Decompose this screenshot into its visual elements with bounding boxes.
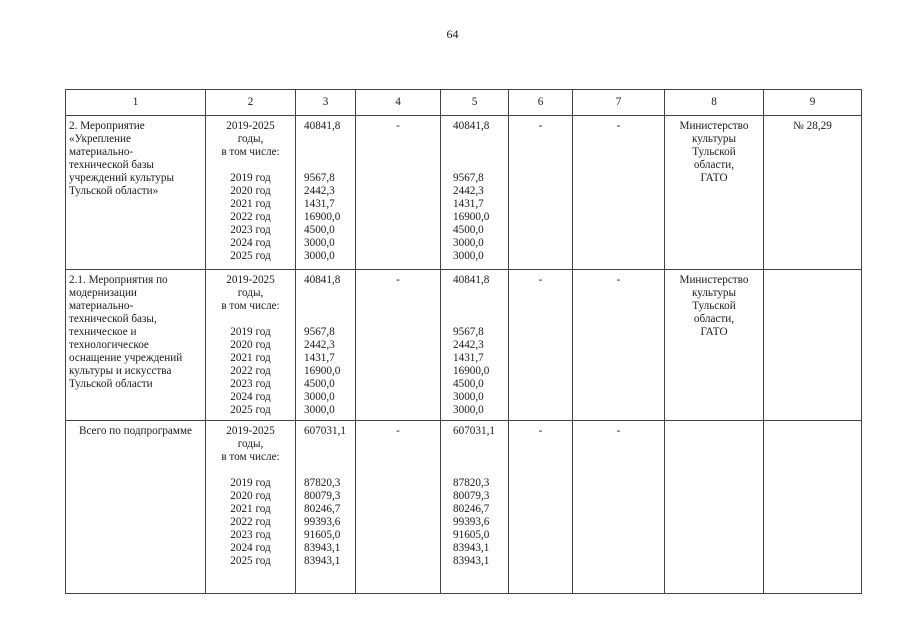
funding-total: 607031,1 [304,425,346,437]
activity-name-line: модернизации [69,287,137,299]
local-budget-cell [509,421,573,594]
other-sources-value: - [616,120,621,132]
regional-budget-year-value: 2442,3 [453,339,484,351]
activity-name-line: культуры и искусства [69,365,172,377]
local-budget-cell [509,270,573,421]
table-body [66,116,862,594]
year-label: 2024 год [230,237,271,249]
regional-budget-cell [441,116,509,270]
regional-budget-year-value: 3000,0 [453,237,484,249]
regional-budget-cell [441,270,509,421]
column-header-4: 4 [356,90,441,116]
funding-year-value: 3000,0 [304,237,335,249]
activity-name-line: материально- [69,146,134,158]
year-label: 2020 год [230,185,271,197]
funding-year-value: 9567,8 [304,326,335,338]
federal-budget-cell [356,270,441,421]
federal-budget-value: - [396,120,400,132]
year-label: 2019 год [230,477,271,489]
header-row [66,90,862,116]
funding-year-value: 83943,1 [304,542,341,554]
program-table [65,89,862,594]
year-label: 2019 год [230,172,271,184]
funding-year-value: 2442,3 [304,185,335,197]
column-header-8: 8 [665,90,764,116]
activity-name [66,270,206,421]
regional-budget-total: 40841,8 [453,274,490,286]
period-cell [206,270,296,421]
local-budget-value: - [538,120,543,132]
federal-budget-cell [356,421,441,594]
period-line: годы, [237,287,264,299]
regional-budget-year-value: 4500,0 [453,224,484,236]
responsible-executor-cell [665,116,764,270]
funding-year-value: 3000,0 [304,391,335,403]
other-sources-value: - [616,425,621,437]
regional-budget-total: 40841,8 [453,120,490,132]
local-budget-cell [509,116,573,270]
funding-year-value: 9567,8 [304,172,335,184]
funding-year-value: 16900,0 [304,365,341,377]
year-label: 2022 год [230,365,271,377]
other-sources-cell [573,116,665,270]
activity-name-line: учреждений культуры [69,172,175,184]
local-budget-value: - [538,425,543,437]
regional-budget-year-value: 16900,0 [453,211,490,223]
regional-budget-year-value: 91605,0 [453,529,490,541]
funding-year-value: 4500,0 [304,224,335,236]
activity-name-line: техническое и [69,326,137,338]
regional-budget-year-value: 1431,7 [453,352,484,364]
regional-budget-year-value: 9567,8 [453,326,484,338]
responsible-executor-line: культуры [691,133,737,145]
local-budget-value: - [538,274,543,286]
year-label: 2024 год [230,542,271,554]
responsible-executor-line: культуры [691,287,737,299]
activity-name-line: материально- [69,300,134,312]
other-sources-value: - [616,274,621,286]
regional-budget-year-value: 80079,3 [453,490,490,502]
period-line: 2019-2025 [226,120,275,132]
funding-total-cell [296,421,356,594]
funding-total-cell [296,116,356,270]
regional-budget-year-value: 80246,7 [453,503,490,515]
activity-name-line: технической базы [69,159,154,171]
regional-budget-cell [441,421,509,594]
year-label: 2025 год [230,404,271,416]
funding-year-value: 99393,6 [304,516,341,528]
regional-budget-year-value: 83943,1 [453,555,490,567]
regional-budget-year-value: 4500,0 [453,378,484,390]
period-line: годы, [237,133,264,145]
regional-budget-year-value: 3000,0 [453,404,484,416]
funding-year-value: 3000,0 [304,250,335,262]
federal-budget-cell [356,116,441,270]
funding-year-value: 91605,0 [304,529,341,541]
responsible-executor-line: ГАТО [700,172,728,184]
activity-name [66,116,206,270]
year-label: 2023 год [230,378,271,390]
regional-budget-year-value: 1431,7 [453,198,484,210]
funding-year-value: 1431,7 [304,198,335,210]
activity-name-line: технической базы, [69,313,157,325]
table-row [66,421,862,594]
regional-budget-year-value: 83943,1 [453,542,490,554]
period-cell [206,116,296,270]
column-header-7: 7 [573,90,665,116]
year-label: 2025 год [230,555,271,567]
year-label: 2021 год [230,198,271,210]
year-label: 2020 год [230,339,271,351]
funding-year-value: 16900,0 [304,211,341,223]
activity-name-line: «Укрепление [69,133,131,145]
activity-name [66,421,206,594]
indicator-ref-cell [764,116,862,270]
regional-budget-year-value: 99393,6 [453,516,490,528]
year-label: 2024 год [230,391,271,403]
column-header-9: 9 [764,90,862,116]
funding-year-value: 80246,7 [304,503,341,515]
funding-total-cell [296,270,356,421]
table-row [66,116,862,270]
funding-year-value: 2442,3 [304,339,335,351]
federal-budget-value: - [396,274,400,286]
year-label: 2021 год [230,352,271,364]
funding-total: 40841,8 [304,120,341,132]
indicator-ref: № 28,29 [793,120,832,132]
federal-budget-value: - [396,425,400,437]
year-label: 2019 год [230,326,271,338]
responsible-executor-line: Министерство [679,274,749,286]
table-row [66,270,862,421]
funding-year-value: 80079,3 [304,490,341,502]
column-header-2: 2 [206,90,296,116]
activity-name-line: Тульской области [69,378,153,390]
regional-budget-year-value: 3000,0 [453,250,484,262]
responsible-executor-cell [665,270,764,421]
activity-name-line: Тульской области» [69,185,159,197]
regional-budget-year-value: 87820,3 [453,477,490,489]
funding-year-value: 83943,1 [304,555,341,567]
year-label: 2025 год [230,250,271,262]
activity-name-line: оснащение учреждений [69,352,183,364]
period-line: годы, [237,438,264,450]
period-line: в том числе: [221,451,280,463]
other-sources-cell [573,270,665,421]
activity-name-line: 2. Мероприятие [69,120,145,132]
regional-budget-year-value: 3000,0 [453,391,484,403]
indicator-ref-cell [764,270,862,421]
indicator-ref-cell [764,421,862,594]
column-header-6: 6 [509,90,573,116]
other-sources-cell [573,421,665,594]
year-label: 2023 год [230,529,271,541]
page-number: 64 [446,27,459,41]
column-header-5: 5 [441,90,509,116]
year-label: 2020 год [230,490,271,502]
funding-year-value: 3000,0 [304,404,335,416]
funding-year-value: 87820,3 [304,477,341,489]
period-cell [206,421,296,594]
funding-total: 40841,8 [304,274,341,286]
regional-budget-year-value: 16900,0 [453,365,490,377]
column-header-1: 1 [66,90,206,116]
responsible-executor-line: Тульской [692,300,736,312]
period-line: 2019-2025 [226,274,275,286]
activity-name-line: технологическое [69,339,149,351]
responsible-executor-line: Тульской [692,146,736,158]
funding-year-value: 4500,0 [304,378,335,390]
period-line: в том числе: [221,146,280,158]
year-label: 2023 год [230,224,271,236]
year-label: 2022 год [230,211,271,223]
column-header-3: 3 [296,90,356,116]
responsible-executor-cell [665,421,764,594]
period-line: 2019-2025 [226,425,275,437]
responsible-executor-line: области, [693,159,735,171]
regional-budget-year-value: 9567,8 [453,172,484,184]
activity-name-line: Всего по подпрограмме [78,425,192,437]
year-label: 2021 год [230,503,271,515]
funding-year-value: 1431,7 [304,352,335,364]
responsible-executor-line: Министерство [679,120,749,132]
regional-budget-year-value: 2442,3 [453,185,484,197]
activity-name-line: 2.1. Мероприятия по [69,274,168,286]
regional-budget-total: 607031,1 [453,425,495,437]
responsible-executor-line: области, [693,313,735,325]
responsible-executor-line: ГАТО [700,326,728,338]
period-line: в том числе: [221,300,280,312]
year-label: 2022 год [230,516,271,528]
